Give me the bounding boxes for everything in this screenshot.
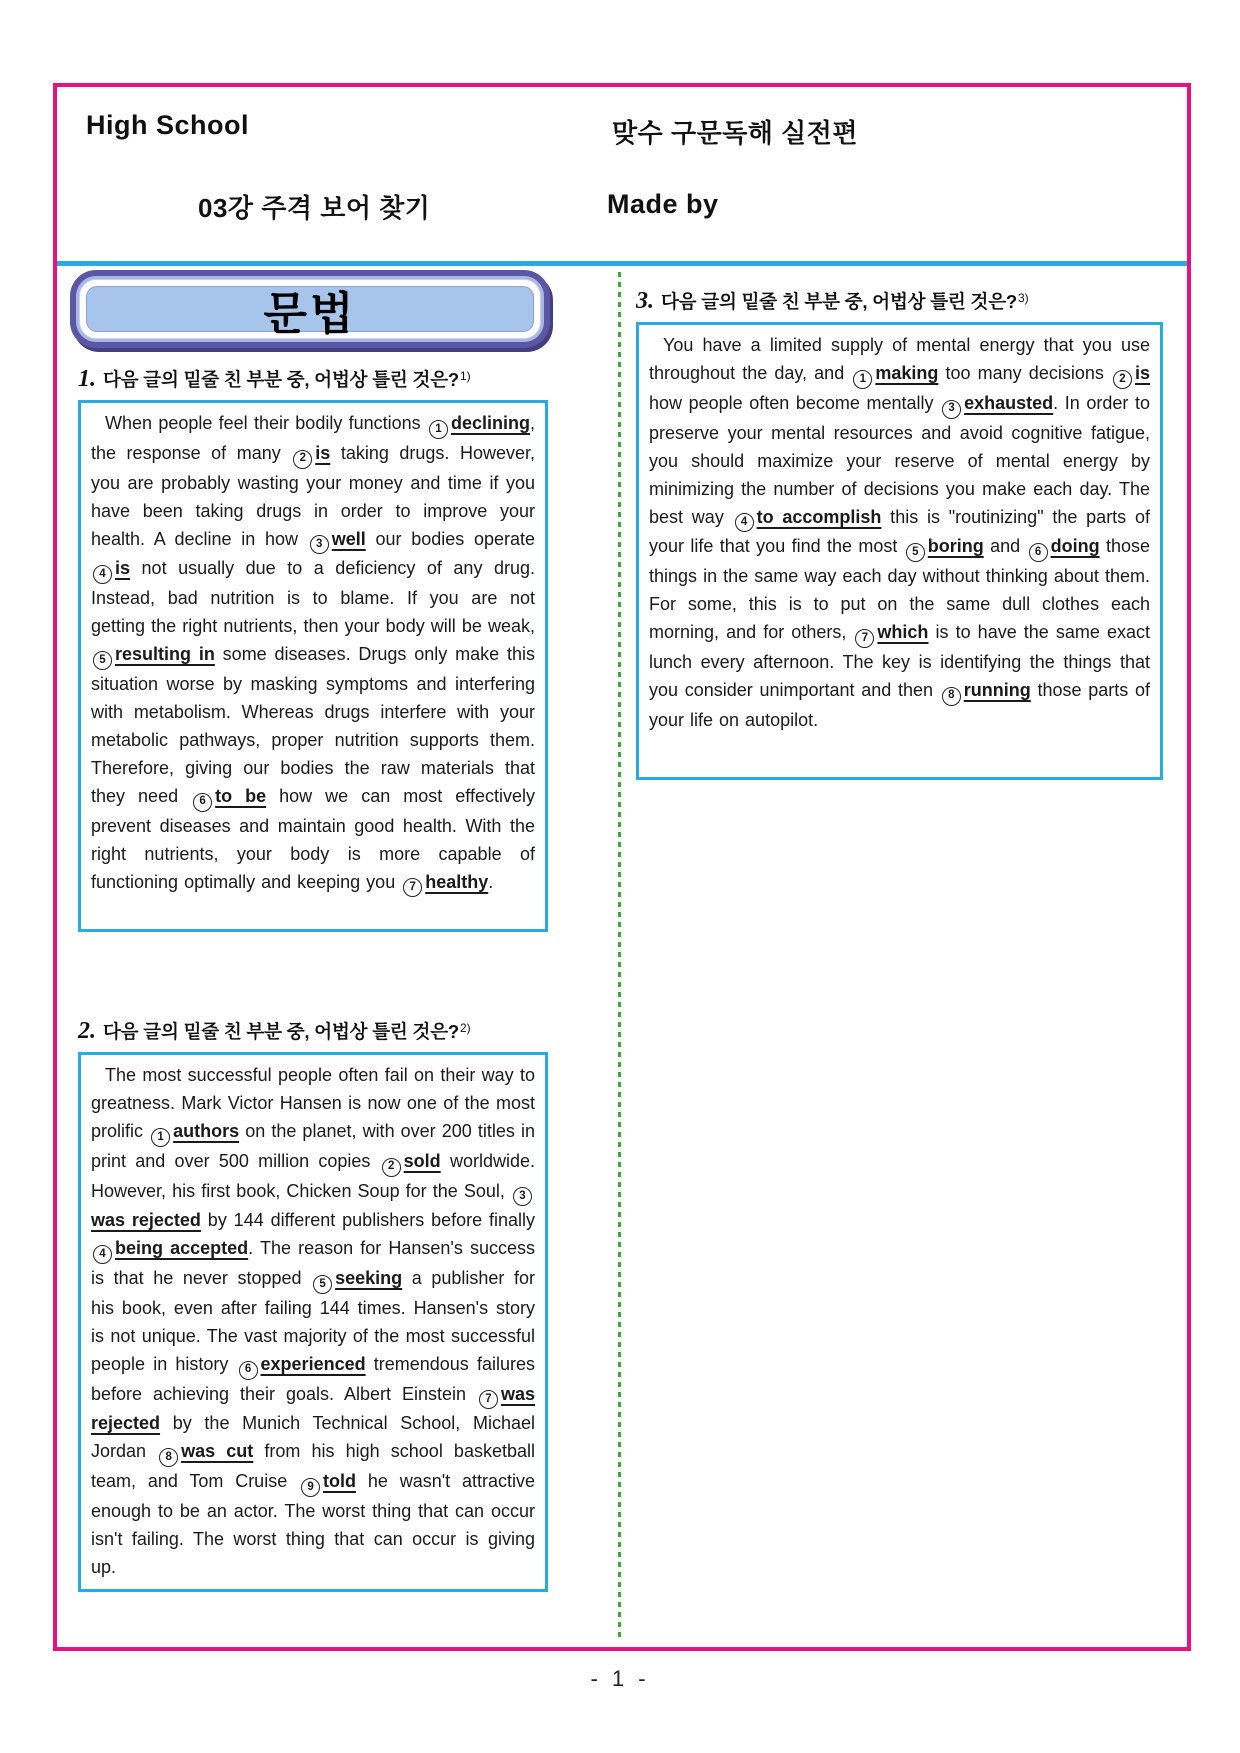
underlined-choice: doing [1050, 536, 1100, 557]
underlined-choice: is [1134, 363, 1150, 383]
header-lesson-title: 03강 주격 보어 찾기 [198, 193, 431, 223]
passage-text: how we can most effectively prevent diseases and maintain good health. With the right nutrients, your body is more capable of functioning optimally and keeping you [91, 785, 535, 892]
circled-number: 4 [735, 513, 754, 532]
question-2-label [78, 1018, 471, 1045]
passage-text: from his high school basketball team, and Tom Cruise [91, 1441, 535, 1491]
passage-text: . In order to preserve your mental resources and avoid cognitive fatigue, you should maximize your reserve of mental energy by minimizing the number of decisions you make each day. The best way [649, 392, 1150, 527]
circled-number: 1 [429, 420, 448, 439]
question-1-passage [91, 409, 535, 897]
header-series-title: 맞수 구문독해 실전편 [612, 118, 858, 148]
passage-text: tremendous failures before achieving their goals. Albert Einstein [91, 1353, 535, 1404]
header-made-by: Made by [607, 189, 719, 219]
passage-text: . The reason for Hansen's success is that he never stopped [91, 1238, 535, 1288]
question-1-passage-box [78, 400, 548, 932]
circled-number: 5 [313, 1275, 332, 1294]
passage-text: our bodies operate [365, 528, 536, 549]
circled-number: 5 [93, 651, 112, 670]
underlined-choice: being accepted [115, 1238, 249, 1259]
passage-text: not usually due to a deficiency of any drug. Instead, bad nutrition is to blame. If you are not getting the right nutrients, then your body will be weak, [91, 558, 535, 636]
passage-text: is to have the same exact lunch every afternoon. The key is identifying the things that you consider unimportant and then [649, 622, 1151, 700]
passage-text: those things in the same way each day without thinking about them. For some, this is to put on the same dull clothes each morning, and for others, [649, 536, 1150, 642]
question-2-prompt: 다음 글의 밑줄 친 부분 중, 어법상 틀린 것은? [103, 1021, 459, 1042]
circled-number: 8 [159, 1448, 178, 1467]
passage-text: You have a limited supply of mental energy that you use throughout the day, and [649, 335, 1150, 383]
question-3-passage-box [636, 322, 1163, 780]
circled-number: 1 [151, 1128, 170, 1147]
circled-number: 6 [239, 1361, 258, 1380]
circled-number: 3 [513, 1187, 532, 1206]
passage-text: too many decisions [938, 363, 1111, 383]
circled-number: 9 [301, 1478, 320, 1497]
passage-text: those parts of your life on autopilot. [649, 679, 1150, 730]
circled-number: 3 [310, 535, 329, 554]
passage-text: by 144 different publishers before finally [200, 1210, 536, 1231]
passage-text: When people feel their bodily functions [105, 413, 427, 433]
circled-number: 2 [1113, 370, 1132, 389]
question-1-label [78, 366, 471, 393]
underlined-choice: told [323, 1471, 357, 1491]
underlined-choice: is [315, 442, 331, 463]
question-1-number: 1. [78, 366, 96, 392]
passage-text: a publisher for his book, even after failing 144 times. Hansen's story is not unique. The vast majority of the most successful people in history [91, 1268, 535, 1374]
underlined-choice: experienced [260, 1353, 366, 1374]
passage-text: . [488, 871, 494, 892]
underlined-choice: is [115, 558, 131, 579]
question-3-label [636, 288, 1029, 315]
question-3-footnote: 3) [1017, 290, 1029, 305]
underlined-choice: healthy [425, 871, 489, 892]
underlined-choice: was rejected [91, 1383, 535, 1434]
section-title: 문법 [263, 287, 357, 339]
underlined-choice: to be [215, 785, 267, 806]
question-2-passage-box [78, 1052, 548, 1592]
circled-number: 4 [93, 1245, 112, 1264]
question-1-prompt: 다음 글의 밑줄 친 부분 중, 어법상 틀린 것은? [103, 369, 459, 390]
underlined-choice: resulting in [115, 644, 215, 664]
question-2-number: 2. [78, 1018, 96, 1044]
header-school: High School [86, 110, 249, 140]
circled-number: 2 [293, 450, 312, 469]
underlined-choice: authors [173, 1121, 240, 1141]
question-3-prompt: 다음 글의 밑줄 친 부분 중, 어법상 틀린 것은? [661, 291, 1017, 312]
passage-text: on the planet, with over 200 titles in print and over 500 million copies [91, 1121, 535, 1171]
question-3-number: 3. [636, 288, 654, 314]
underlined-choice: seeking [335, 1268, 403, 1288]
circled-number: 7 [403, 878, 422, 897]
passage-text: some diseases. Drugs only make this situation worse by masking symptoms and interfering with metabolism. Whereas drugs interfere with your metabolic pathways, proper nutrition supports them. Therefore, giving our bodies the raw materials that they need [91, 644, 535, 806]
passage-text: The most successful people often fail on their way to greatness. Mark Victor Hansen is now one of the most prolific [91, 1065, 535, 1141]
circled-number: 7 [855, 629, 874, 648]
header-divider-rule [57, 261, 1187, 266]
circled-number: 8 [942, 687, 961, 706]
passage-text: he wasn't attractive enough to be an actor. The worst thing that can occur isn't failing. The worst thing that can occur is giving up. [91, 1471, 535, 1577]
page-number: - 1 - [590, 1666, 650, 1691]
section-title-box [70, 270, 550, 348]
circled-number: 6 [193, 793, 212, 812]
underlined-choice: was cut [181, 1441, 254, 1462]
underlined-choice: well [331, 528, 366, 549]
question-2-footnote: 2) [459, 1020, 471, 1035]
circled-number: 3 [942, 400, 961, 419]
underlined-choice: making [875, 363, 939, 383]
title-box-fill [86, 286, 534, 339]
column-divider [618, 272, 621, 1640]
underlined-choice: was rejected [91, 1210, 201, 1231]
passage-text: , the response of many [91, 413, 535, 463]
passage-text: worldwide. However, his first book, Chicken Soup for the Soul, [91, 1150, 535, 1201]
underlined-choice: declining [450, 413, 530, 433]
passage-text: this is "routinizing" the parts of your life that you find the most [649, 506, 1150, 557]
circled-number: 7 [479, 1390, 498, 1409]
underlined-choice: which [877, 622, 929, 642]
circled-number: 4 [93, 565, 112, 584]
question-1-footnote: 1) [459, 368, 471, 383]
underlined-choice: exhausted [964, 392, 1054, 413]
passage-text: by the Munich Technical School, Michael Jordan [91, 1413, 535, 1462]
underlined-choice: boring [927, 536, 984, 557]
circled-number: 5 [906, 543, 925, 562]
question-3-passage [649, 331, 1150, 734]
underlined-choice: running [963, 679, 1031, 700]
passage-text: taking drugs. However, you are probably wasting your money and time if you have been taking drugs in order to improve your health. A decline in how [91, 442, 535, 549]
question-2-passage [91, 1061, 535, 1581]
circled-number: 6 [1029, 543, 1048, 562]
circled-number: 1 [853, 370, 872, 389]
passage-text: and [983, 536, 1027, 557]
underlined-choice: sold [403, 1150, 441, 1171]
underlined-choice: to accomplish [756, 506, 882, 527]
passage-text: how people often become mentally [649, 392, 941, 413]
circled-number: 2 [382, 1158, 401, 1177]
